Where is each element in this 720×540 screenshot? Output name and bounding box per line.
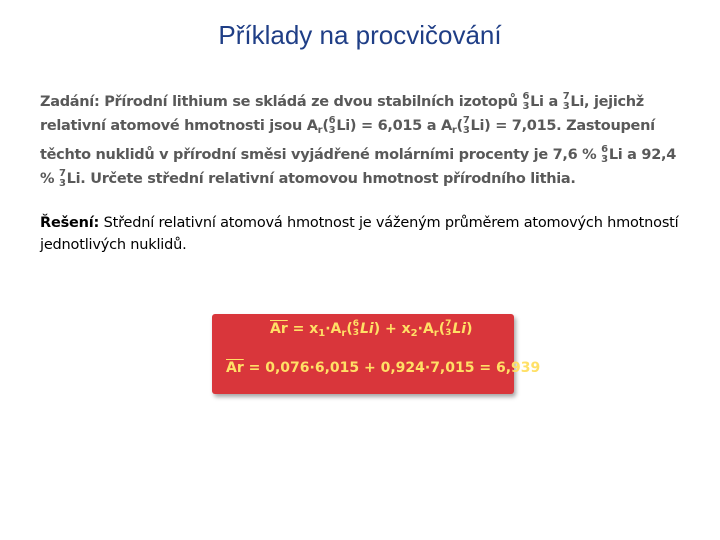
nuclide-mass-7: 7 3 [445,319,452,338]
assignment-part: Li a 92,4 % [40,147,676,187]
li-symbol: Li [452,321,467,337]
formula-line-1 [270,320,473,339]
formula-line-2 [226,360,540,376]
assignment-part: Li) = 7,015. Zastoupení těchto nuklidů v přírodní směsi vyjádřené molárními procenty je 7,6 % [40,118,655,163]
solution-body: Střední relativní atomová hmotnost je váženým průměrem atomových hmotností jednotlivých nuklidů. [40,215,679,253]
paren: ( [322,118,329,134]
paren: ( [346,321,353,337]
formula-part: ·A [417,321,434,337]
nuclide-li7: 7 3 [58,168,66,189]
formula-box [212,314,541,394]
nuclide-li6: 6 3 [328,115,336,136]
assignment-part: Li a [530,94,558,110]
nuclide-li6: 6 3 [601,144,608,165]
formula-part: ) [466,321,473,337]
li-symbol: Li [360,321,374,337]
nuclide-mass-6: 6 3 [352,319,359,338]
subscript-r: r [433,328,439,339]
assignment-part: Li, jejichž relativní atomové hmotnosti jsou A [40,94,644,134]
formula-part: = x [287,321,319,337]
slide-title: Příklady na procvičování [218,20,502,50]
solution-text [40,212,680,256]
assignment-text [40,90,680,191]
subscript-2: 2 [410,328,418,339]
nuclide-li7: 7 3 [462,115,470,136]
nuclide-li6: 6 3 [522,91,530,112]
subscript-r: r [341,328,347,339]
assignment-part: Přírodní lithium se skládá ze dvou stabilních izotopů [104,94,518,110]
assignment-part: Li. Určete střední relativní atomovou hmotnost přírodního lithia. [66,171,576,187]
assignment-part: Li) = 6,015 a A [336,118,452,134]
ar-mean: $\overline{Ar}$ [226,360,244,376]
nuclide-li7: 7 3 [562,91,570,112]
subscript-1: 1 [318,328,326,339]
formula-part: ) + x [373,321,411,337]
ar-mean: $\overline{Ar}$ [270,321,288,337]
formula-part: ·A [325,321,342,337]
subscript-r: r [451,125,457,136]
solution-label: Řešení: [40,215,100,231]
subscript-r: r [317,125,323,136]
paren: ( [438,321,446,337]
paren: ( [456,118,463,134]
assignment-label: Zadání: [40,94,100,110]
formula-result: = 0,076·6,015 + 0,924·7,015 = 6,939 [243,360,541,376]
